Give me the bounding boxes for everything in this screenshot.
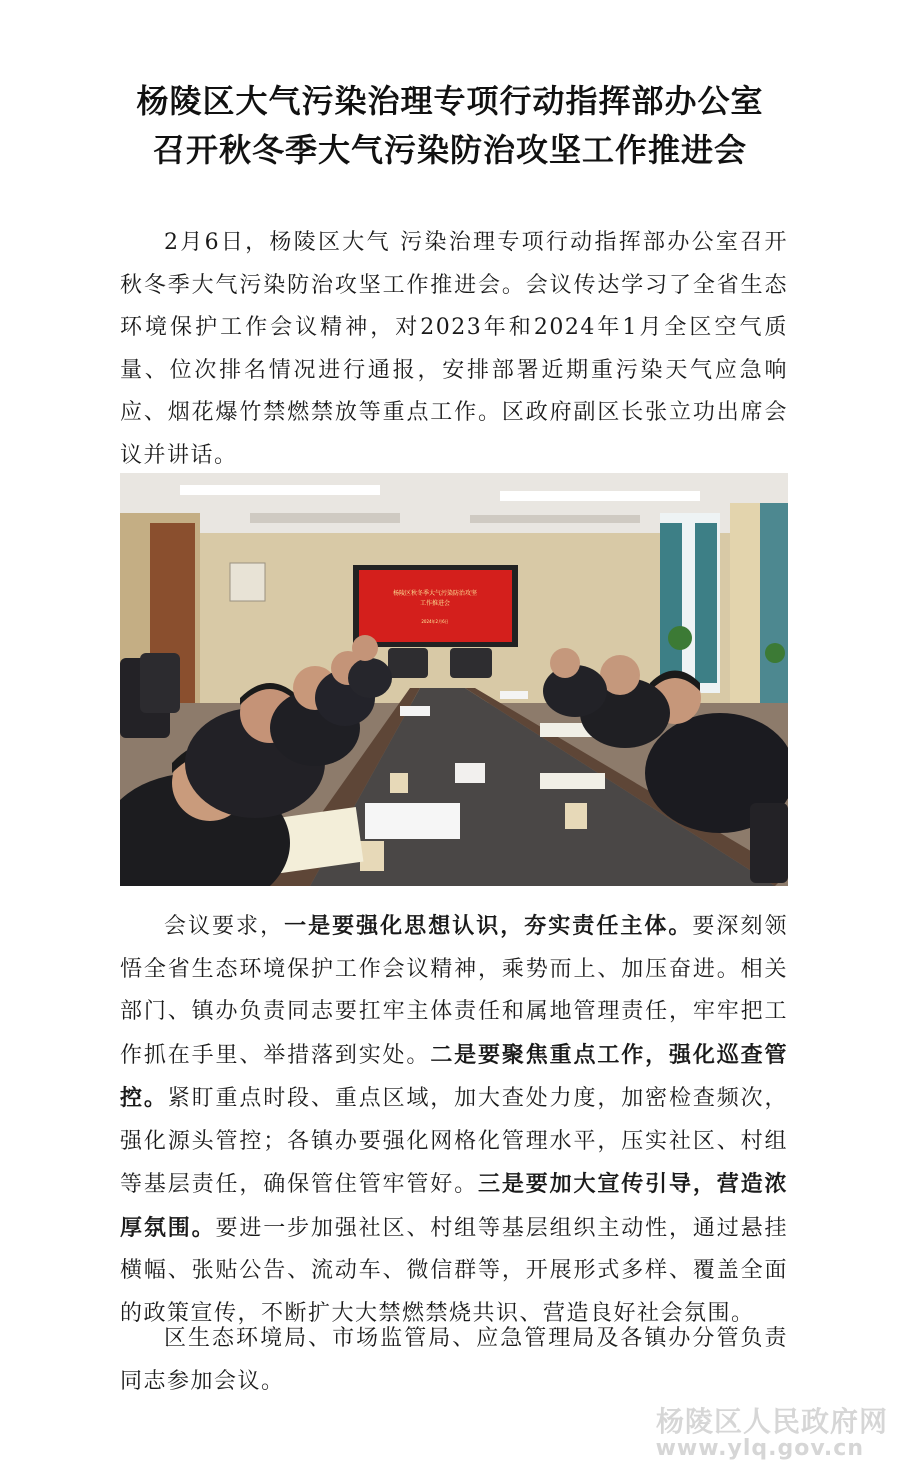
requirement-2-heading: 二是要聚焦重点工作，强化巡查管控。 bbox=[120, 1041, 788, 1111]
paragraph-requirements-text1: 会议要求， bbox=[164, 914, 285, 939]
paragraph-requirements-text4: 要进一步加强社区、村组等基层组织主动性，通过悬挂横幅、张贴公告、流动车、微信群等，开展形式多样、覆盖全面的政策宣传，不断扩大大禁燃禁烧共识、营造良好社会氛围。 bbox=[120, 1215, 788, 1326]
screen-title-line2: 工作推进会 bbox=[419, 600, 451, 607]
paragraph-requirements-text2: 要深刻领悟全省生态环境保护工作会议精神，乘势而上、加压奋进。相关部门、镇办负责同志要扛牢主体责任和属地管理责任，牢牢把工作抓在手里、举措落到实处。 bbox=[120, 914, 788, 1068]
article-title-line2: 召开秋冬季大气污染防治攻坚工作推进会 bbox=[152, 131, 747, 169]
watermark-site-url: www.ylq.gov.cn bbox=[655, 1436, 864, 1461]
article-title-line1: 杨陵区大气污染治理专项行动指挥部办公室 bbox=[136, 82, 764, 120]
requirement-1-heading: 一是要强化思想认识，夯实责任主体。 bbox=[284, 913, 693, 939]
meeting-photo bbox=[120, 473, 788, 886]
screen-date: 2024年2月6日 bbox=[421, 619, 449, 624]
paragraph-requirements bbox=[120, 905, 788, 1335]
paragraph-attendees: 区生态环境局、市场监管局、应急管理局及各镇办分管负责同志参加会议。 bbox=[120, 1326, 788, 1394]
paragraph-intro: 2月6日，杨陵区大气 污染治理专项行动指挥部办公室召开秋冬季大气污染防治攻坚工作推进会。会议传达学习了全省生态环境保护工作会议精神，对2023年和2024年1月全区空气质量、位次排名情况进行通报，安排部署近期重污染天气应急响应、烟花爆竹禁燃禁放等重点工作。区政府副区长张立功出席会议并讲话。 bbox=[120, 230, 788, 468]
requirement-3-heading: 三是要加大宣传引导，营造浓厚氛围。 bbox=[120, 1171, 788, 1241]
screen-title-line1: 杨陵区秋冬季大气污染防治攻坚 bbox=[392, 590, 478, 597]
watermark-site-name: 杨陵区人民政府网 bbox=[655, 1405, 888, 1438]
paragraph-requirements-text3: 紧盯重点时段、重点区域，加大查处力度，加密检查频次，强化源头管控；各镇办要强化网格化管理水平，压实社区、村组等基层责任，确保管住管牢管好。 bbox=[120, 1086, 788, 1197]
